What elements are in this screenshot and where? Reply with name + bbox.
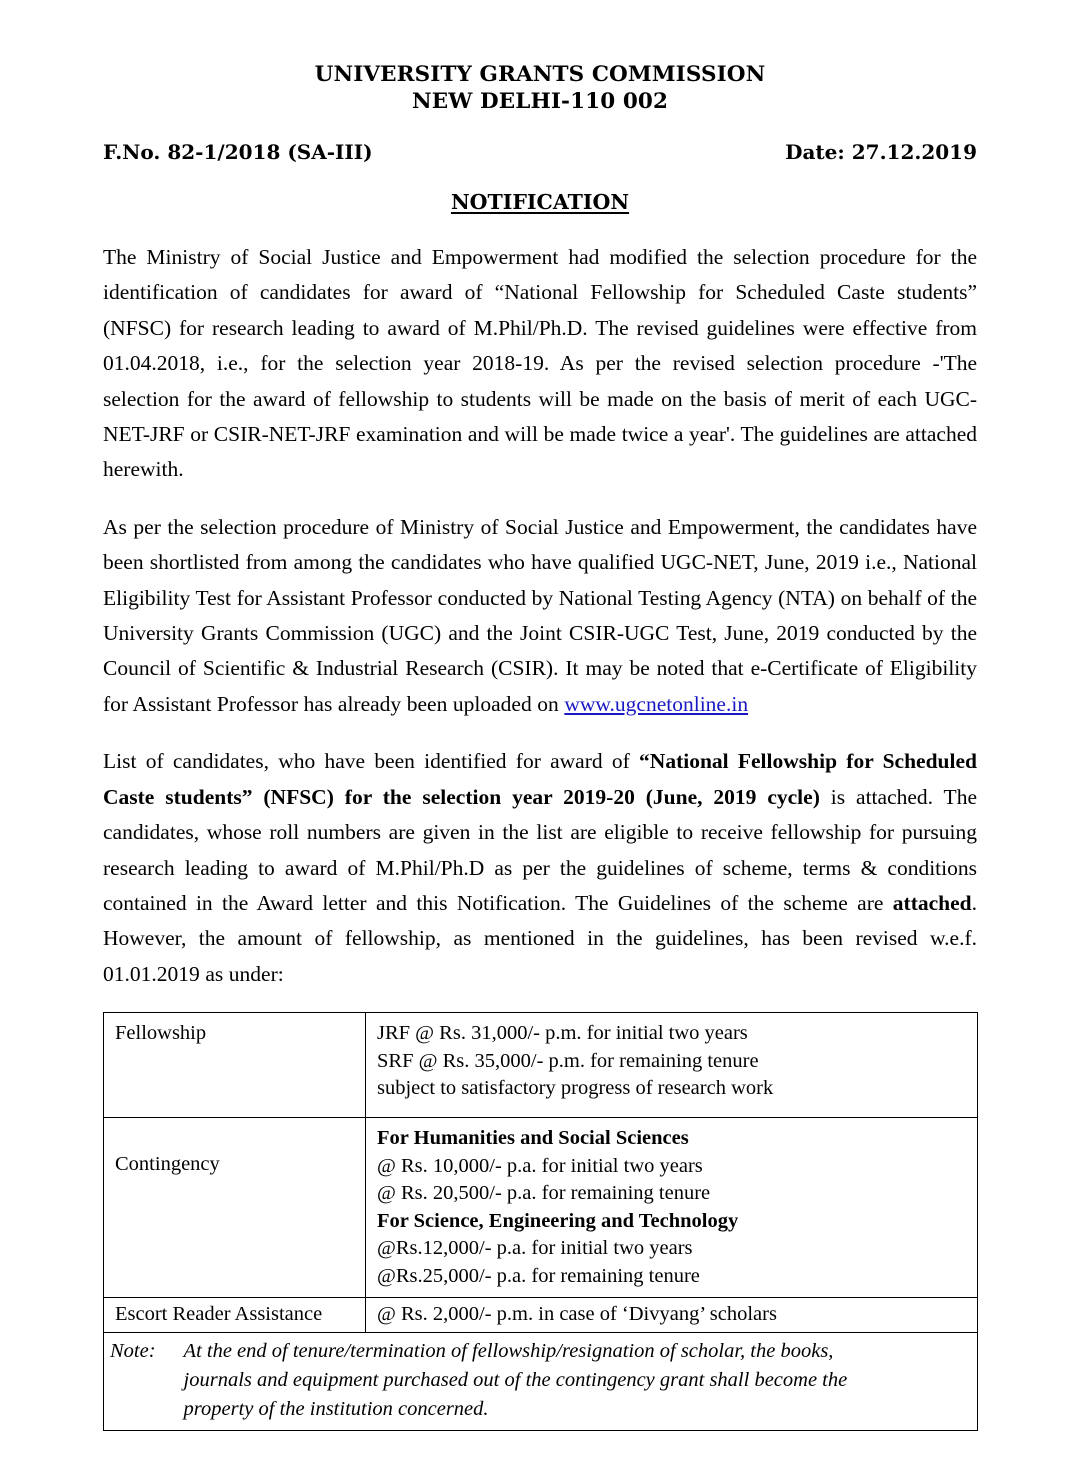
paragraph-3-text-c: . However, the amount of fellowship, as mentioned in the guidelines, has been revised w.e.f. 01.01.2019 as under:	[103, 890, 977, 986]
fellowship-line-jrf: JRF @ Rs. 31,000/- p.m. for initial two years	[377, 1022, 748, 1045]
contingency-label: Contingency	[115, 1153, 220, 1176]
escort-label: Escort Reader Assistance	[115, 1303, 323, 1326]
table-cell-fellowship-value	[366, 1013, 978, 1118]
note-label: Note:	[110, 1339, 156, 1362]
paragraph-3-text-a: List of candidates, who have been identified for award of	[103, 749, 640, 774]
table-cell-escort-label	[104, 1298, 366, 1333]
document-content	[103, 0, 977, 1431]
paragraph-3-bold-scheme-name: “National Fellowship for Scheduled Caste students” (NFSC) for the selection year 2019-20 (June, 2019 cycle)	[103, 749, 977, 809]
letterhead	[103, 0, 977, 115]
table-row-note	[104, 1332, 978, 1430]
table-cell-escort-value	[366, 1298, 978, 1333]
table-row-contingency	[104, 1118, 978, 1298]
paragraph-2	[103, 510, 977, 722]
paragraph-3-text-b: is attached. The candidates, whose roll numbers are given in the list are eligible to receive fellowship for pursuing research leading to award of M.Phil/Ph.D as per the guidelines of scheme, terms & conditions contained in the Award letter and this Notification. The Guidelines of the scheme are	[103, 784, 977, 915]
contingency-heading-science: For Science, Engineering and Technology	[377, 1209, 739, 1232]
paragraph-1-text: The Ministry of Social Justice and Empowerment had modified the selection procedure for the identification of candidates for award of “National Fellowship for Scheduled Caste students” (NFSC) for research leading to award of M.Phil/Ph.D. The revised guidelines were effective from 01.04.2018, i.e., for the selection year 2018-19. As per the revised selection procedure -'The selection for the award of fellowship to students will be made on the basis of merit of each UGC-NET-JRF or CSIR-NET-JRF examination and will be made twice a year'. The guidelines are attached herewith.	[103, 245, 977, 482]
fellowship-line-condition: subject to satisfactory progress of research work	[377, 1077, 774, 1100]
document-date: Date: 27.12.2019	[785, 140, 977, 164]
table-cell-contingency-value	[366, 1118, 978, 1298]
table-cell-note	[104, 1332, 978, 1430]
paragraph-3-bold-attached: attached	[892, 890, 972, 915]
note-line-1: At the end of tenure/termination of fellowship/resignation of scholar, the books,	[183, 1339, 834, 1362]
fellowship-line-srf: SRF @ Rs. 35,000/- p.m. for remaining tenure	[377, 1049, 759, 1072]
table-row-fellowship	[104, 1013, 978, 1118]
table-cell-fellowship-label	[104, 1013, 366, 1118]
contingency-science-remaining: @Rs.25,000/- p.a. for remaining tenure	[377, 1264, 700, 1287]
escort-value: @ Rs. 2,000/- p.m. in case of ‘Divyang’ scholars	[377, 1303, 777, 1326]
notification-heading-text: NOTIFICATION	[450, 190, 630, 214]
ugcnetonline-link[interactable]: www.ugcnetonline.in	[564, 691, 749, 716]
file-and-date-row	[103, 140, 977, 164]
contingency-humanities-remaining: @ Rs. 20,500/- p.a. for remaining tenure	[377, 1182, 711, 1205]
page-title	[103, 190, 977, 214]
file-number: F.No. 82-1/2018 (SA-III)	[103, 140, 373, 164]
paragraph-3	[103, 744, 977, 992]
fellowship-amount-table	[103, 1012, 978, 1431]
note-line-2: journals and equipment purchased out of the contingency grant shall become the	[183, 1368, 848, 1391]
contingency-heading-humanities: For Humanities and Social Sciences	[377, 1127, 689, 1150]
table-cell-contingency-label	[104, 1118, 366, 1298]
contingency-science-initial: @Rs.12,000/- p.a. for initial two years	[377, 1237, 693, 1260]
contingency-humanities-initial: @ Rs. 10,000/- p.a. for initial two years	[377, 1154, 703, 1177]
paragraph-2-text: As per the selection procedure of Ministry of Social Justice and Empowerment, the candidates have been shortlisted from among the candidates who have qualified UGC-NET, June, 2019 i.e., National Eligibility Test for Assistant Professor conducted by National Testing Agency (NTA) on behalf of the University Grants Commission (UGC) and the Joint CSIR-UGC Test, June, 2019 conducted by the Council of Scientific & Industrial Research (CSIR). It may be noted that e-Certificate of Eligibility for Assistant Professor has already been uploaded on	[103, 514, 977, 716]
fellowship-label: Fellowship	[115, 1022, 207, 1045]
letterhead-organization: UNIVERSITY GRANTS COMMISSION	[314, 62, 766, 87]
letterhead-address: NEW DELHI-110 002	[411, 89, 669, 114]
table-row-escort-reader	[104, 1298, 978, 1333]
note-line-3: property of the institution concerned.	[183, 1397, 489, 1420]
paragraph-1	[103, 240, 977, 488]
note-body	[184, 1337, 967, 1424]
